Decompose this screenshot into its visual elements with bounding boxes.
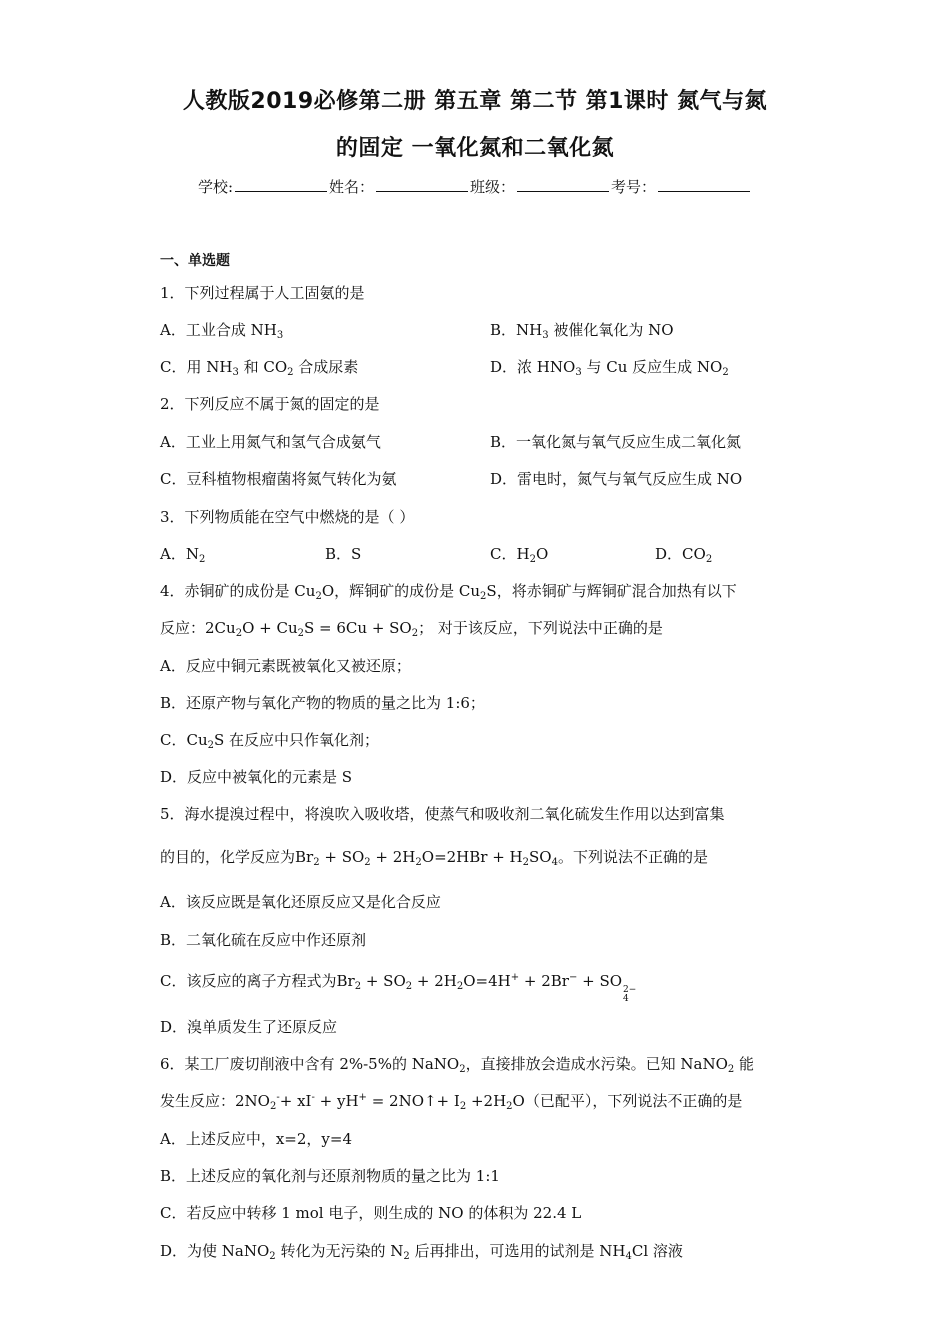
q6-option-a[interactable]: A．上述反应中，x=2，y=4 xyxy=(160,1130,352,1148)
q6-stem-line2: 发生反应：$2NO_2^-+ xI^- + yH^+$ = 2NO↑+ $I_2 +2H_2O$（已配平），下列说法不正确的是 xyxy=(160,1092,743,1112)
q2-option-b[interactable]: B．一氧化氮与氧气反应生成二氧化氮 xyxy=(490,433,742,451)
q5-stem-line2: 的目的，化学反应为$Br_2 + SO_2 + 2H_2O=2HBr + H_2SO_4$。下列说法不正确的是 xyxy=(160,848,708,868)
name-label: 姓名： xyxy=(329,178,375,196)
q1-options-row1 xyxy=(160,319,800,341)
q5-option-a[interactable]: A．该反应既是氧化还原反应又是化合反应 xyxy=(160,893,441,911)
q1-option-d[interactable]: D．浓 $HNO_3$ 与 Cu 反应生成 $NO_2$ xyxy=(490,358,729,378)
q5-equation: $Br_2 + SO_2 + 2H_2O=2HBr + H_2SO_4$ xyxy=(295,848,558,868)
q3-option-c[interactable]: C．$H_2O$ xyxy=(490,545,549,565)
q5-option-c[interactable]: C．该反应的离子方程式为$Br_2 + SO_2 + 2H_2O=4H^+ + 2Br^-$ + SO 2− 4 xyxy=(160,972,637,1004)
page-title-line2: 的固定 一氧化氮和二氧化氮 xyxy=(335,136,615,161)
q4-stem-line2: 反应：$2Cu_2O + Cu_2S = 6Cu + SO_2$； 对于该反应，下列说法中正确的是 xyxy=(160,619,663,639)
q1-stem: 1．下列过程属于人工固氨的是 xyxy=(160,284,365,302)
q2-options-row2 xyxy=(160,468,800,489)
q4-option-d[interactable]: D．反应中被氧化的元素是 S xyxy=(160,768,353,786)
q3-option-a[interactable]: A．$N_2$ xyxy=(160,545,206,565)
page-title-line1: 人教版2019必修第二册 第五章 第二节 第1课时 氮气与氮 xyxy=(182,89,768,114)
q4-option-a[interactable]: A．反应中铜元素既被氧化又被还原； xyxy=(160,657,411,675)
q2-stem: 2．下列反应不属于氮的固定的是 xyxy=(160,395,380,413)
q1-option-c[interactable]: C．用 $NH_3$ 和 $CO_2$ 合成尿素 xyxy=(160,358,359,378)
q5-stem-line1: 5．海水提溴过程中，将溴吹入吸收塔，使蒸气和吸收剂二氧化硫发生作用以达到富集 xyxy=(160,805,725,823)
q5-ionic-equation: $Br_2 + SO_2 + 2H_2O=4H^+ + 2Br^-$ + SO 2− 4 xyxy=(336,972,637,1004)
class-blank[interactable] xyxy=(517,177,609,192)
school-blank[interactable] xyxy=(235,177,327,192)
q5-option-d[interactable]: D．溴单质发生了还原反应 xyxy=(160,1018,338,1036)
q4-option-c[interactable]: C．$Cu_2S$ 在反应中只作氧化剂； xyxy=(160,731,380,751)
section-heading: 一、单选题 xyxy=(160,253,230,269)
q3-options-row xyxy=(160,543,800,565)
q1-options-row2 xyxy=(160,356,800,378)
q2-option-c[interactable]: C．豆科植物根瘤菌将氮气转化为氨 xyxy=(160,470,397,488)
student-info-row xyxy=(0,176,950,197)
q5-option-b[interactable]: B．二氧化硫在反应中作还原剂 xyxy=(160,931,367,949)
q3-option-b[interactable]: B．S xyxy=(325,545,362,563)
name-blank[interactable] xyxy=(376,177,468,192)
school-label: 学校: xyxy=(197,178,233,196)
q2-option-d[interactable]: D．雷电时，氮气与氧气反应生成 NO xyxy=(490,470,743,488)
exam-no-label: 考号： xyxy=(611,178,657,196)
q2-options-row1 xyxy=(160,431,800,452)
q6-option-d[interactable]: D．为使 NaNO$_2$ 转化为无污染的 $N_2$ 后再排出，可选用的试剂是 $NH_4Cl$ 溶液 xyxy=(160,1242,683,1262)
q6-option-b[interactable]: B．上述反应的氧化剂与还原剂物质的量之比为 1:1 xyxy=(160,1167,500,1185)
q3-option-d[interactable]: D．$CO_2$ xyxy=(655,545,713,565)
q4-option-b[interactable]: B．还原产物与氧化产物的物质的量之比为 1:6； xyxy=(160,694,485,712)
exam-no-blank[interactable] xyxy=(658,177,750,192)
q1-option-b[interactable]: B．$NH_3$ 被催化氧化为 NO xyxy=(490,321,674,341)
class-label: 班级： xyxy=(470,178,516,196)
q4-stem-line1: 4．赤铜矿的成份是 $Cu_2O$，辉铜矿的成份是 $Cu_2S$，将赤铜矿与辉铜矿混合加热有以下 xyxy=(160,582,737,602)
q3-stem: 3．下列物质能在空气中燃烧的是（ ） xyxy=(160,508,415,526)
q6-option-c[interactable]: C．若反应中转移 1 mol 电子，则生成的 NO 的体积为 22.4 L xyxy=(160,1204,582,1222)
q6-stem-line1: 6．某工厂废切削液中含有 2%-5%的 NaNO$_2$，直接排放会造成水污染。已知 NaNO$_2$ 能 xyxy=(160,1055,755,1075)
q1-option-a[interactable]: A．工业合成 $NH_3$ xyxy=(160,321,284,341)
q2-option-a[interactable]: A．工业上用氮气和氢气合成氨气 xyxy=(160,433,381,451)
